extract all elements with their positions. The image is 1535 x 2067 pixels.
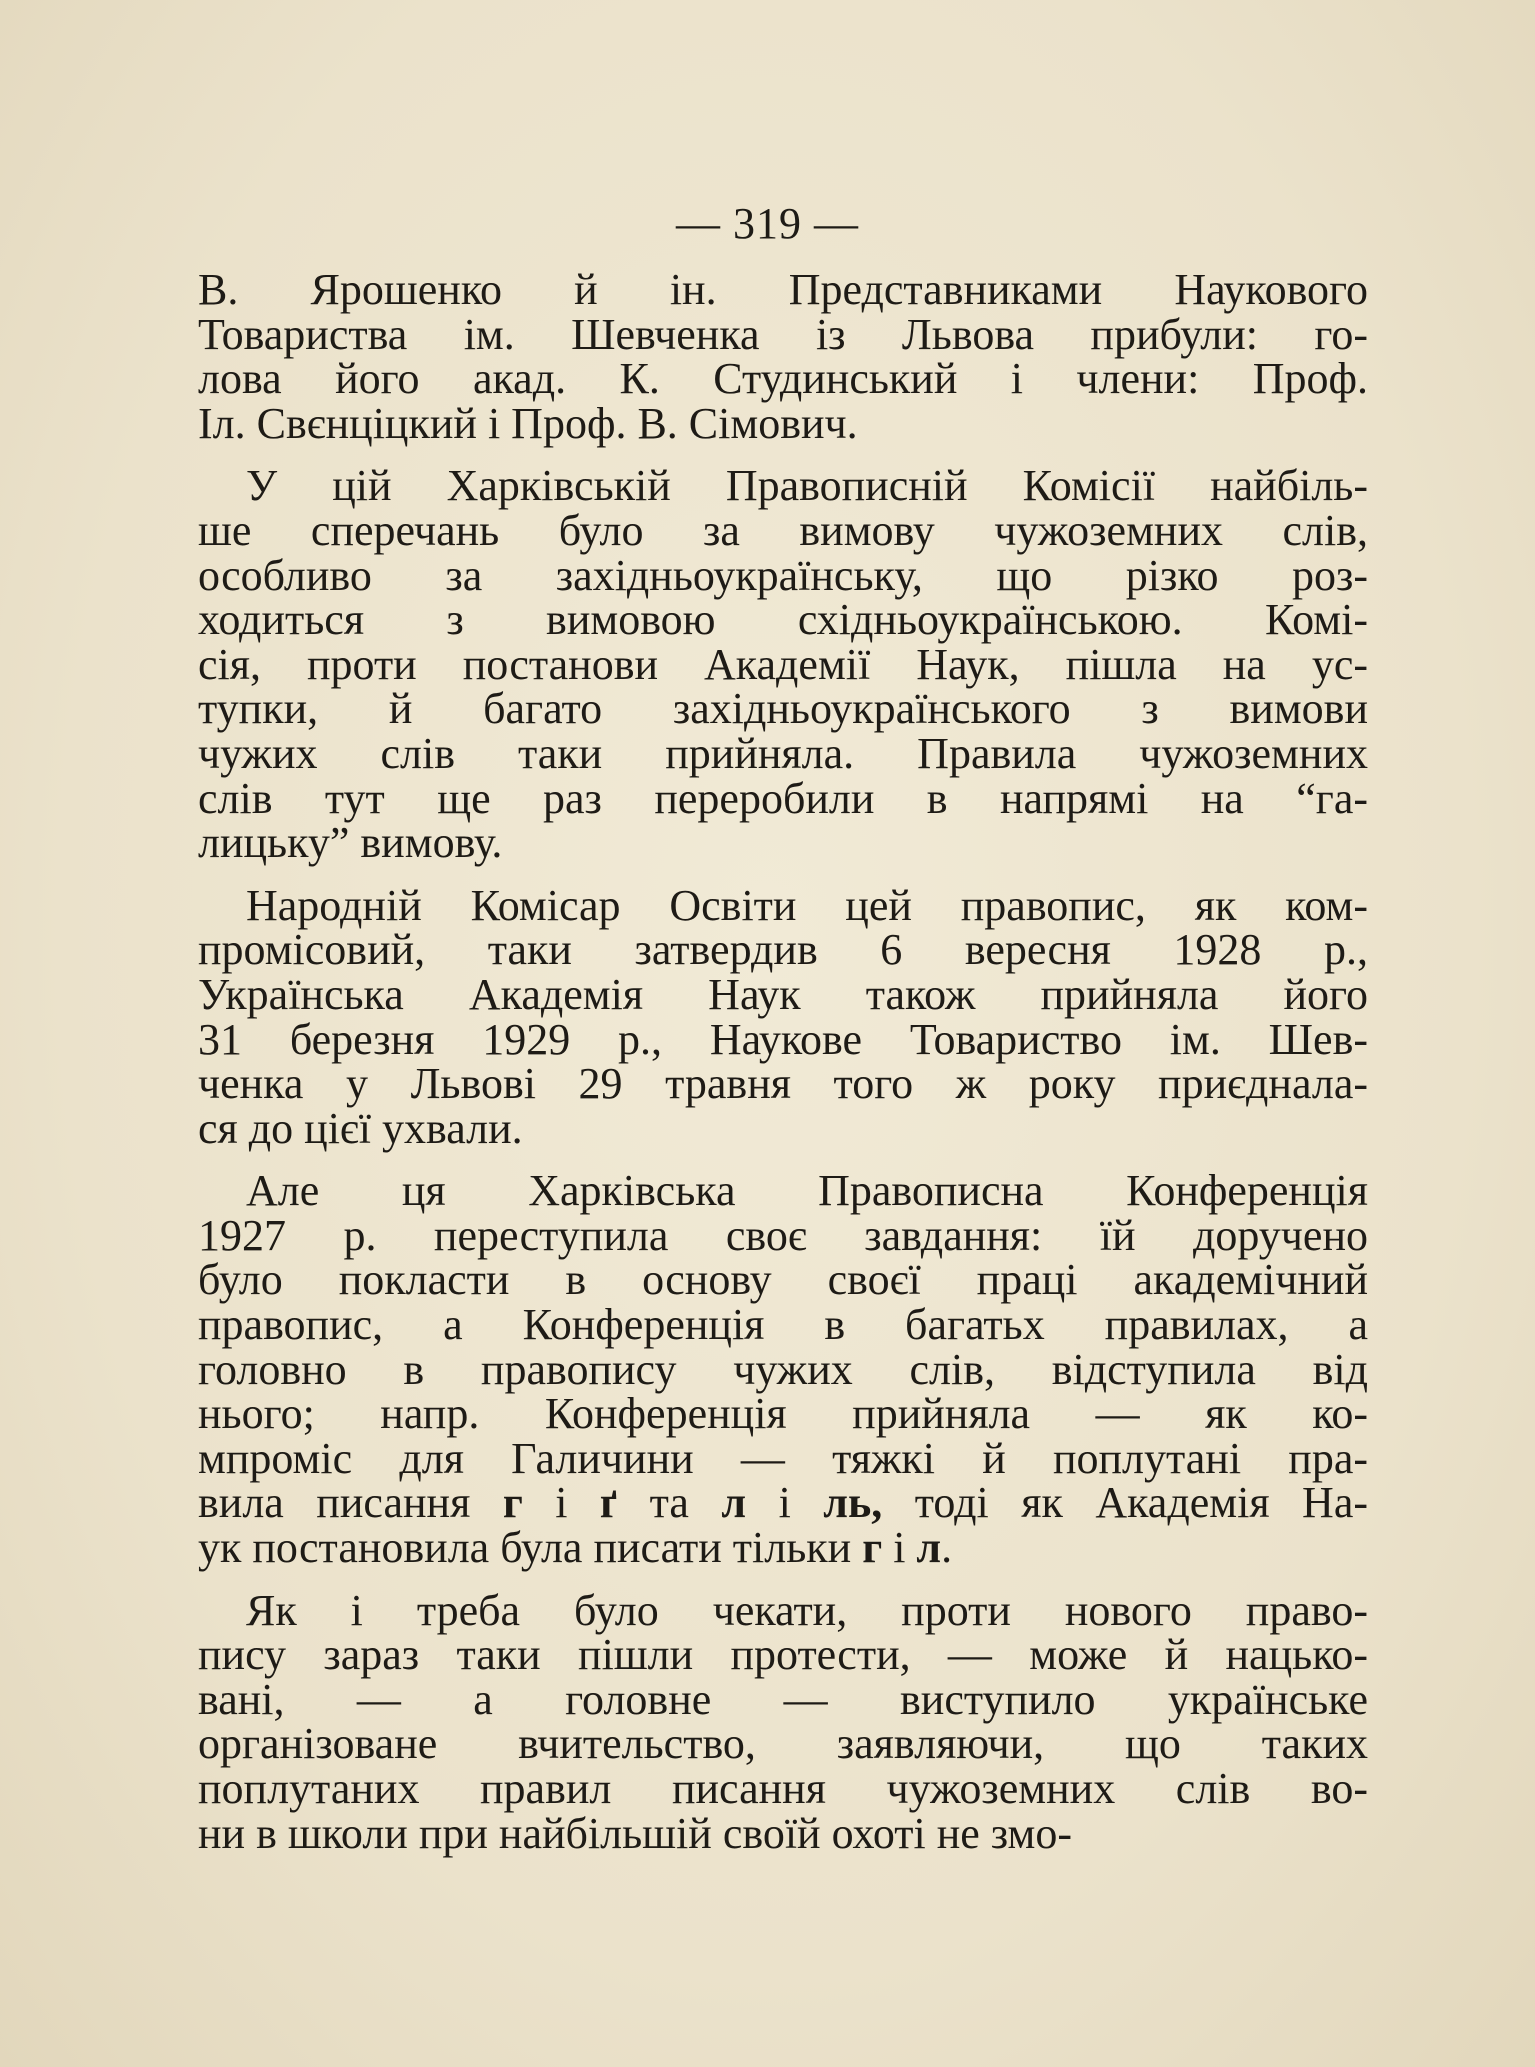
bold-letter: ль, — [823, 1478, 883, 1528]
text-segment: 31 березня 1929 р., Наукове Товариство ім. Шев- — [198, 1014, 1368, 1064]
text-segment: і — [882, 1523, 917, 1573]
text-segment: ходиться з вимовою східньоукраїнською. Комі- — [198, 595, 1368, 645]
text-segment: головно в правопису чужих слів, відступила від — [198, 1344, 1368, 1394]
text-line — [198, 1389, 1368, 1439]
text-line — [198, 1166, 1368, 1216]
text-segment: та — [617, 1478, 722, 1528]
page-number: — 319 — — [676, 199, 859, 248]
text-line — [198, 1344, 1368, 1394]
text-line — [198, 354, 1368, 404]
text-segment: і — [522, 1478, 600, 1528]
text-line — [198, 1103, 1368, 1153]
text-line — [198, 1808, 1368, 1858]
text-segment: було покласти в основу своєї праці академічний — [198, 1255, 1368, 1305]
text-segment: В. Ярошенко й ін. Представниками Наукового — [198, 265, 1368, 314]
text-segment: тоді як Академія На- — [882, 1478, 1368, 1528]
text-segment: Українська Академія Наук також прийняла його — [198, 969, 1368, 1019]
text-line — [198, 1523, 1368, 1573]
text-segment: вані, — а головне — виступило українське — [198, 1674, 1368, 1724]
text-line — [198, 925, 1368, 975]
text-segment: вила писання — [198, 1478, 503, 1528]
text-line — [198, 1478, 1368, 1528]
text-segment: ше сперечань було за вимову чужоземних слів, — [198, 505, 1368, 555]
bold-letter: г — [862, 1523, 883, 1573]
text-segment: ченка у Львові 29 травня того ж року приєднала- — [198, 1059, 1368, 1109]
text-segment: нього; напр. Конференція прийняла — як ко- — [198, 1389, 1368, 1439]
text-segment: чужих слів таки прийняла. Правила чужоземних — [198, 728, 1368, 778]
text-line — [198, 398, 1368, 448]
text-line — [198, 550, 1368, 600]
text-segment: особливо за західньоукраїнську, що різко роз- — [198, 550, 1368, 600]
text-line — [198, 309, 1368, 359]
text-segment: . — [941, 1523, 953, 1573]
text-line — [198, 1014, 1368, 1064]
text-line — [198, 1764, 1368, 1813]
text-line — [198, 880, 1368, 930]
text-line — [198, 1719, 1368, 1769]
text-segment: поплутаних правил писання чужоземних слів во- — [198, 1764, 1368, 1813]
text-segment: Народній Комісар Освіти цей правопис, як ком- — [246, 880, 1368, 930]
paragraph — [198, 1166, 1368, 1573]
text-segment: ни в школи при найбільшій своїй охоті не змо- — [198, 1808, 1073, 1858]
text-segment: промісовий, таки затвердив 6 вересня 1928 р., — [198, 925, 1368, 975]
text-segment: слів тут ще раз переробили в напрямі на “га- — [198, 773, 1368, 823]
text-line — [198, 1674, 1368, 1724]
text-line — [198, 728, 1368, 778]
text-segment: мпроміс для Галичини — тяжкі й поплутані пра- — [198, 1433, 1368, 1483]
text-line — [198, 1059, 1368, 1109]
text-segment: Як і треба було чекати, проти нового право- — [246, 1585, 1368, 1635]
text-line — [198, 461, 1368, 511]
paragraph — [198, 880, 1368, 1153]
text-line — [198, 1585, 1368, 1635]
text-segment: 1927 р. переступила своє завдання: їй доручено — [198, 1210, 1368, 1260]
text-segment: сія, проти постанови Академії Наук, пішла на ус- — [198, 639, 1368, 689]
text-segment: Іл. Свєнціцкий і Проф. В. Сімович. — [198, 398, 858, 448]
paragraph — [198, 265, 1368, 448]
bold-letter: г — [502, 1478, 523, 1528]
text-segment: ук постановила була писати тільки — [198, 1523, 863, 1573]
text-line — [198, 595, 1368, 645]
text-segment: ся до цієї ухвали. — [198, 1103, 523, 1153]
text-line — [198, 1433, 1368, 1483]
paragraph — [198, 461, 1368, 868]
text-line — [198, 1300, 1368, 1350]
bold-letter: ґ — [600, 1478, 618, 1528]
text-line — [198, 265, 1368, 314]
text-segment: лицьку” вимову. — [198, 818, 503, 868]
text-line — [198, 818, 1368, 868]
text-line — [198, 1630, 1368, 1680]
text-line — [198, 773, 1368, 823]
bold-letter: л — [721, 1478, 747, 1528]
text-line — [198, 969, 1368, 1019]
text-segment: Але ця Харківська Правописна Конференція — [246, 1166, 1368, 1216]
text-segment: правопис, а Конференція в багатьх правилах, а — [198, 1300, 1368, 1350]
text-segment: і — [746, 1478, 824, 1528]
bold-letter: л — [916, 1523, 942, 1573]
text-line — [198, 639, 1368, 689]
text-segment: У цій Харківській Правописній Комісії найбіль- — [246, 461, 1368, 511]
text-line — [198, 505, 1368, 555]
text-line — [198, 1210, 1368, 1260]
text-segment: тупки, й багато західньоукраїнського з вимови — [198, 684, 1368, 734]
text-segment: Товариства ім. Шевченка із Львова прибули: го- — [198, 309, 1368, 359]
text-segment: лова його акад. К. Студинський і члени: Проф. — [198, 354, 1368, 404]
text-line — [198, 1255, 1368, 1305]
body-text — [198, 265, 1368, 1874]
text-segment: організоване вчительство, заявляючи, що таких — [198, 1719, 1368, 1769]
text-line — [198, 684, 1368, 734]
text-segment: пису зараз таки пішли протести, — може й нацько- — [198, 1630, 1368, 1680]
paragraph — [198, 1585, 1368, 1858]
